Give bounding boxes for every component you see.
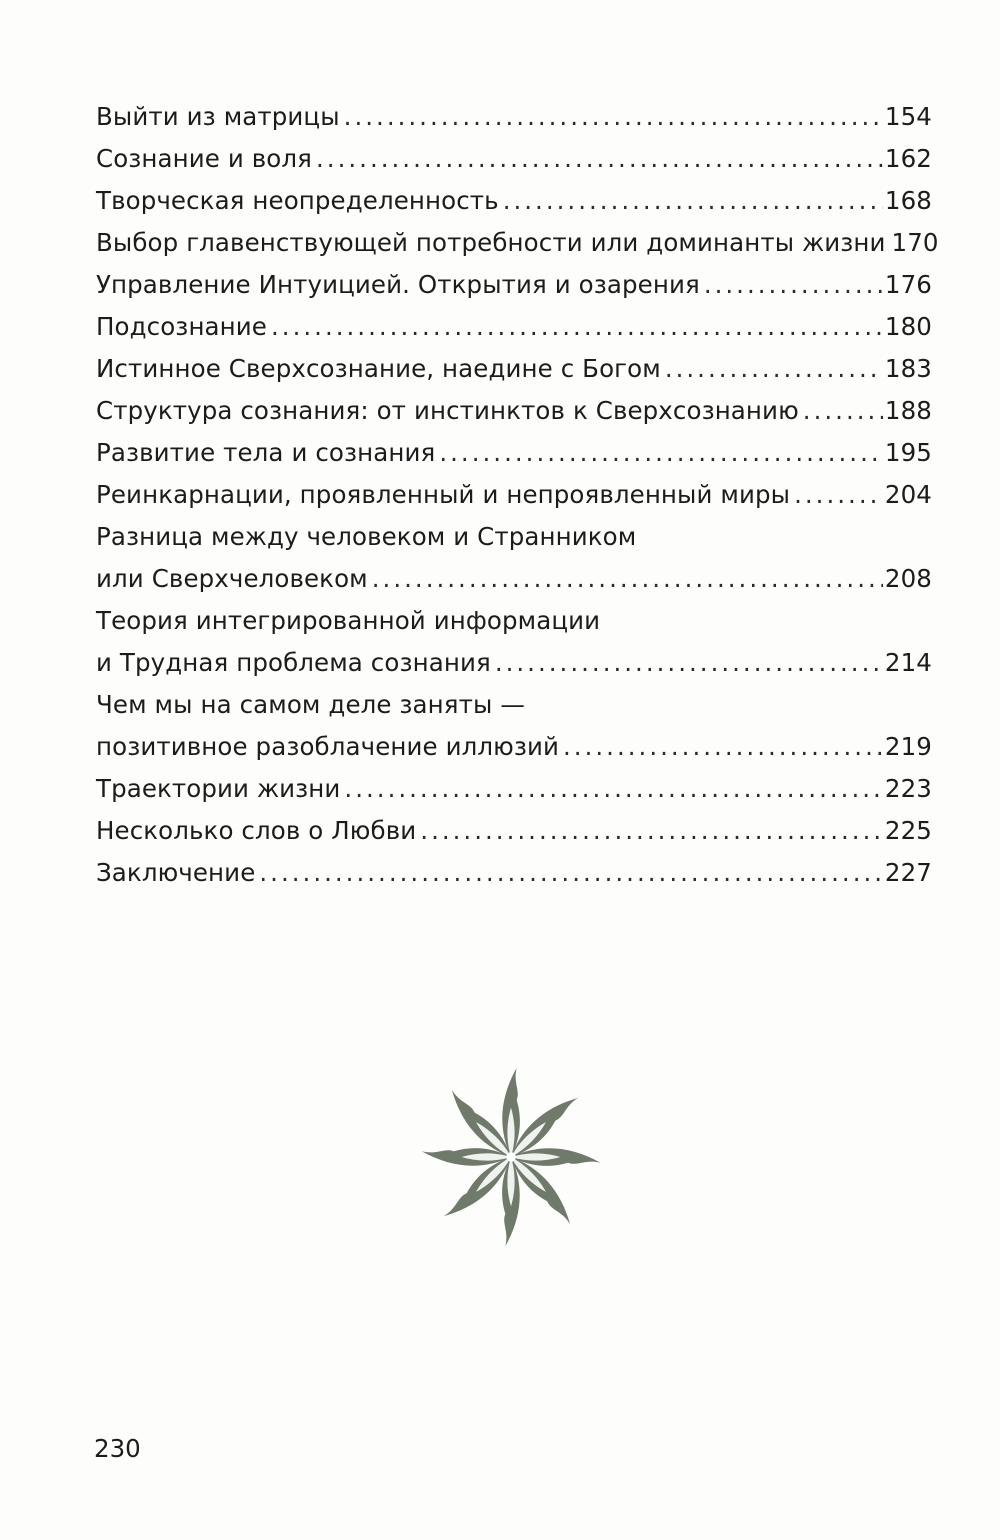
toc-entry-page: 168 [884, 186, 932, 215]
toc-entry [96, 348, 932, 390]
toc-entry-first-line [96, 516, 932, 558]
dot-leader [563, 726, 883, 768]
toc-entry-title: Несколько слов о Любви [96, 816, 417, 845]
toc-entry-page: 195 [884, 438, 932, 467]
toc-entry-title: Управление Интуицией. Открытия и озарения [96, 270, 700, 299]
toc-entry-title: и Трудная проблема сознания [96, 648, 491, 677]
toc-entry-page: 204 [884, 480, 932, 509]
toc-entry [96, 810, 932, 852]
toc-entry-title: Заключение [96, 858, 256, 887]
dot-leader [704, 264, 883, 306]
dot-leader [495, 642, 883, 684]
toc-entry [96, 306, 932, 348]
toc-entry-page: 225 [884, 816, 932, 845]
dot-leader [439, 432, 883, 474]
dot-leader [316, 138, 883, 180]
toc-entry-title: Подсознание [96, 312, 267, 341]
toc-entry-title: Истинное Сверхсознание, наедине с Богом [96, 354, 661, 383]
toc-entry [96, 768, 932, 810]
dot-leader [420, 810, 883, 852]
toc-entry-page: 176 [884, 270, 932, 299]
toc-entry-title: Структура сознания: от инстинктов к Сверхсознанию [96, 396, 799, 425]
toc-entry-title: или Сверхчеловеком [96, 564, 368, 593]
toc-entry-page: 214 [884, 648, 932, 677]
floral-star-icon [416, 1062, 606, 1252]
toc-entry-first-line [96, 600, 932, 642]
dot-leader [344, 96, 883, 138]
toc-entry [96, 96, 932, 138]
toc-entry [96, 222, 939, 264]
toc-entry [96, 852, 932, 894]
toc-entry-page: 219 [884, 732, 932, 761]
dot-leader [803, 390, 883, 432]
toc-entry-page: 208 [884, 564, 932, 593]
page-number: 230 [94, 1434, 141, 1463]
toc-entry-first-line [96, 684, 932, 726]
dot-leader [372, 558, 883, 600]
toc-entry-page: 180 [884, 312, 932, 341]
toc-entry-page: 183 [884, 354, 932, 383]
toc-entry-page: 154 [884, 102, 932, 131]
toc-entry [96, 726, 932, 768]
toc-entry-page: 170 [891, 228, 939, 257]
toc-entry-page: 162 [884, 144, 932, 173]
toc-entry-title: Выбор главенствующей потребности или доминанты жизни [96, 228, 886, 257]
toc-entry-title: Творческая неопределенность [96, 186, 499, 215]
toc-entry [96, 264, 932, 306]
toc-entry-title: Выйти из матрицы [96, 102, 340, 131]
dot-leader [503, 180, 883, 222]
toc-entry-title: позитивное разоблачение иллюзий [96, 732, 560, 761]
toc-entry [96, 390, 932, 432]
dot-leader [794, 474, 883, 516]
toc-entry [96, 642, 932, 684]
toc-entry-page: 223 [884, 774, 932, 803]
toc-entry [96, 180, 932, 222]
toc-entry [96, 138, 932, 180]
toc-entry-title-line1: Теория интегрированной информации [96, 606, 601, 635]
toc-entry [96, 474, 932, 516]
toc-entry-title: Развитие тела и сознания [96, 438, 436, 467]
toc-entry-title: Реинкарнации, проявленный и непроявленный миры [96, 480, 791, 509]
toc-entry-page: 227 [884, 858, 932, 887]
toc-entry [96, 558, 932, 600]
toc-entry-title: Сознание и воля [96, 144, 312, 173]
toc-entry-page: 188 [884, 396, 932, 425]
dot-leader [271, 306, 883, 348]
dot-leader [259, 852, 883, 894]
toc-entry-title-line1: Чем мы на самом деле заняты — [96, 690, 525, 719]
toc-entry-title-line1: Разница между человеком и Странником [96, 522, 637, 551]
table-of-contents [96, 96, 939, 894]
toc-entry [96, 432, 932, 474]
dot-leader [665, 348, 883, 390]
dot-leader [344, 768, 883, 810]
toc-entry-title: Траектории жизни [96, 774, 341, 803]
